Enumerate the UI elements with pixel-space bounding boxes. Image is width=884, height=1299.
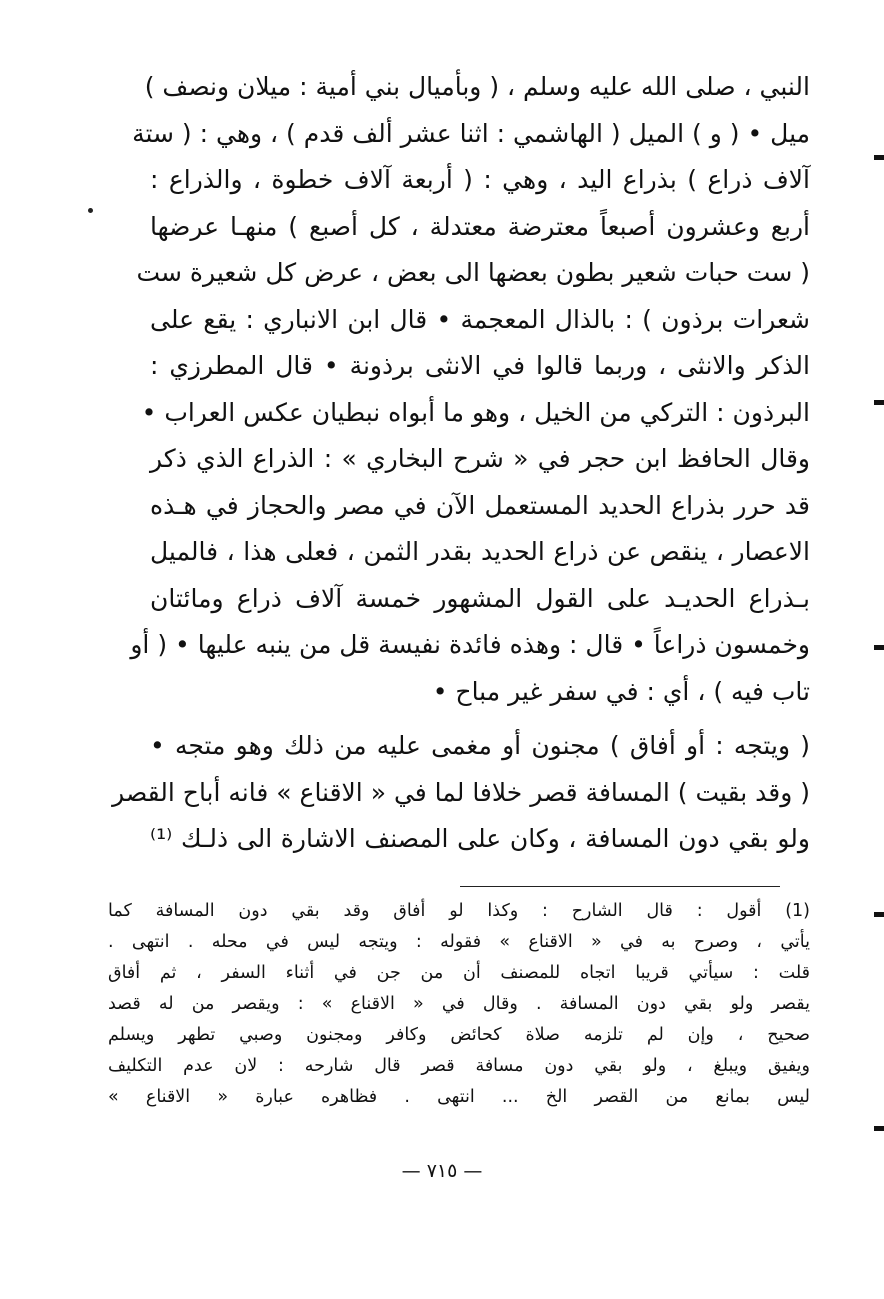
main-text-block <box>112 64 810 863</box>
footnote-line: ويفيق ويبلغ ، ولو بقي دون مسافة قصر قال شارحه : لان عدم التكليف <box>108 1056 810 1076</box>
text-line: النبي ، صلى الله عليه وسلم ، ( وبأميال بني أمية : ميلان ونصف ) <box>144 72 810 101</box>
text-line: ولو بقي دون المسافة ، وكان على المصنف الاشارة الى ذلـك ⁽¹⁾ <box>150 824 810 853</box>
text-line: وخمسون ذراعاً • قال : وهذه فائدة نفيسة قل من ينبه عليها • ( أو <box>130 630 810 659</box>
text-line: ميل • ( و ) الميل ( الهاشمي : اثنا عشر ألف قدم ) ، وهي : ( ستة <box>132 118 810 148</box>
margin-mark <box>874 1126 884 1131</box>
page-number: — ٧١٥ — <box>401 1160 483 1182</box>
margin-mark <box>874 645 884 650</box>
text-line: شعرات برذون ) : بالذال المعجمة • قال ابن الانباري : يقع على <box>150 304 810 334</box>
footnote-line: قلت : سيأتي قريبا اتجاه للمصنف أن من جن في أثناء السفر ، ثم أفاق <box>108 963 810 983</box>
footnote-line: صحيح ، وإن لم تلزمه صلاة كحائض وكافر ومجنون وصبي تطهر ويسلم <box>108 1025 810 1045</box>
footnote-line: يأتي ، وصرح به في « الاقناع » فقوله : ويتجه ليس في محله . انتهى . <box>108 932 810 952</box>
text-line: قد حرر بذراع الحديد المستعمل الآن في مصر والحجاز في هـذه <box>150 490 810 520</box>
text-line: ( وقد بقيت ) المسافة قصر خلافا لما في « الاقناع » فانه أباح القصر <box>112 777 810 807</box>
text-line: ( ست حبات شعير بطون بعضها الى بعض ، عرض كل شعيرة ست <box>136 258 810 287</box>
text-line: وقال الحافظ ابن حجر في « شرح البخاري » : الذراع الذي ذكر <box>150 444 810 473</box>
margin-mark <box>874 912 884 917</box>
text-line: أربع وعشرون أصبعاً معترضة معتدلة ، كل أصبع ) منهـا عرضها <box>150 211 810 241</box>
margin-mark <box>874 400 884 405</box>
text-line: ( ويتجه : أو أفاق ) مجنون أو مغمى عليه من ذلك وهو متجه • <box>150 731 810 760</box>
footnote-separator <box>460 886 780 887</box>
text-line: تاب فيه ) ، أي : في سفر غير مباح • <box>432 676 810 706</box>
footnote-line: يقصر ولو بقي دون المسافة . وقال في « الاقناع » : ويقصر من له قصد <box>108 994 810 1014</box>
text-line: البرذون : التركي من الخيل ، وهو ما أبواه نبطيان عكس العراب • <box>141 397 810 427</box>
scan-speck <box>88 208 93 213</box>
paragraph-gap <box>150 715 810 723</box>
footnote-line: ليس بمانع من القصر الخ ... انتهى . فظاهره عبارة « الاقناع » <box>108 1087 810 1107</box>
footnote-line: (1) أقول : قال الشارح : وكذا لو أفاق وقد بقي دون المسافة كما <box>108 901 810 921</box>
text-line: آلاف ذراع ) بذراع اليد ، وهي : ( أربعة آلاف خطوة ، والذراع : <box>150 165 810 194</box>
text-line: الذكر والانثى ، وربما قالوا في الانثى برذونة • قال المطرزي : <box>150 351 810 380</box>
footnotes-block <box>108 896 810 1113</box>
text-line: الاعصار ، ينقص عن ذراع الحديد بقدر الثمن ، فعلى هذا ، فالميل <box>150 537 810 566</box>
text-line: بـذراع الحديـد على القول المشهور خمسة آلاف ذراع ومائتان <box>150 583 810 613</box>
margin-mark <box>874 155 884 160</box>
